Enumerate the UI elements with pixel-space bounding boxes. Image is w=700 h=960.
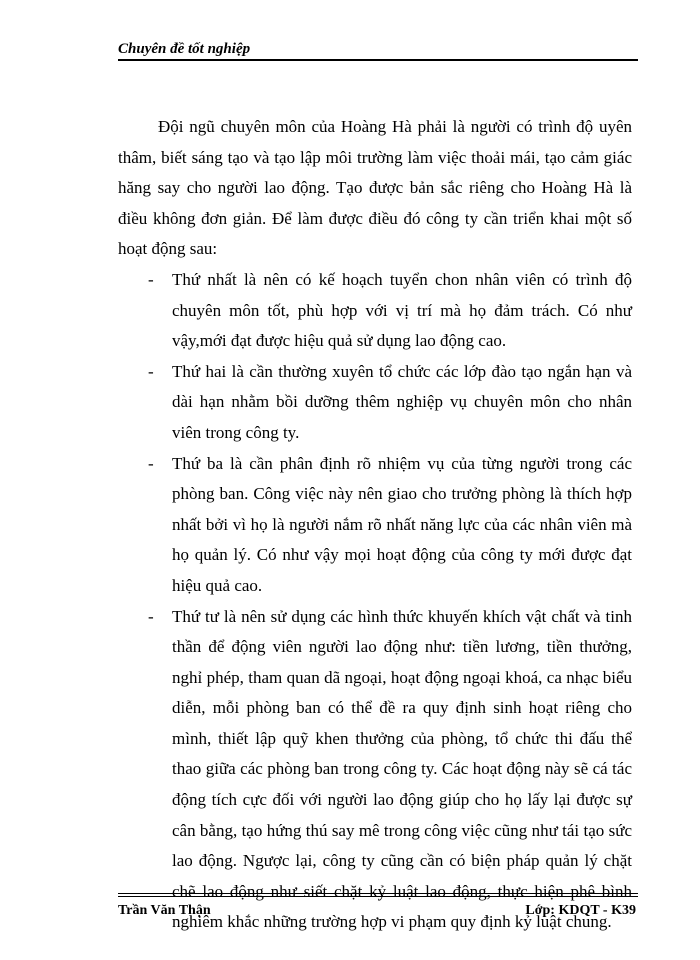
list-item [118, 449, 632, 602]
bullet-dash: - [148, 361, 154, 381]
list-item-text: Thứ ba là cần phân định rõ nhiệm vụ của từng người trong các phòng ban. Công việc này nên giao cho trưởng phòng là thích hợp nhất bởi vì họ là người nắm rõ nhất năng lực của các nhân viên mà họ quản lý. Có như vậy mọi hoạt động của công ty mới được đạt hiệu quả cao. [172, 453, 632, 595]
activity-list [118, 265, 632, 938]
list-item-text: Thứ hai là cần thường xuyên tổ chức các lớp đào tạo ngắn hạn và dài hạn nhằm bồi dưỡng thêm nghiệp vụ chuyên môn cho nhân viên trong công ty. [172, 361, 632, 442]
bullet-dash: - [148, 453, 154, 473]
footer-divider-secondary [118, 896, 638, 897]
list-item [118, 265, 632, 357]
document-body [118, 112, 632, 938]
list-item [118, 357, 632, 449]
list-item [118, 602, 632, 939]
list-item-text: Thứ nhất là nên có kế hoạch tuyển chon nhân viên có trình độ chuyên môn tốt, phù hợp với vị trí mà họ đảm trách. Có như vậy,mới đạt được hiệu quả sử dụng lao động cao. [172, 269, 632, 351]
list-item-text: Thứ tư là nên sử dụng các hình thức khuyến khích vật chất và tinh thần để động viên người lao động như: tiền lương, tiền thưởng, nghỉ phép, tham quan dã ngoại, hoạt động ngoại khoá, ca nhạc biểu diễn, mỗi phòng ban có thể đề ra quy định sinh hoạt riêng cho mình, thiết lập quỹ khen thưởng của phòng, tổ chức thi đấu thể thao giữa các phòng ban trong công ty. Các hoạt động này sẽ cá tác động tích cực đối với người lao động giúp cho họ lấy lại được sự cân bằng, tạo hứng thú say mê trong công việc cũng như tái tạo sức lao động. Ngược lại, công ty cũng cần có biện pháp quản lý chặt chẽ lao động như siết chặt kỷ luật lao động, thực hiện phê bình nghiêm khắc những trường hợp vi phạm quy định kỷ luật chung. [172, 606, 632, 932]
footer-class-label: Lớp: KDQT - K39 [525, 903, 636, 918]
page-header-title: Chuyên đề tốt nghiệp [118, 41, 251, 57]
bullet-dash: - [148, 269, 154, 289]
header-divider [118, 59, 638, 61]
footer-divider [118, 893, 638, 894]
bullet-dash: - [148, 606, 154, 626]
footer-author: Trần Văn Thận [118, 903, 211, 918]
intro-paragraph: Đội ngũ chuyên môn của Hoàng Hà phải là người có trình độ uyên thâm, biết sáng tạo và tạo lập môi trường làm việc thoải mái, tạo cảm giác hăng say cho người lao động. Tạo được bản sắc riêng cho Hoàng Hà là điều không đơn giản. Để làm được điều đó công ty cần triển khai một số hoạt động sau: [118, 117, 632, 259]
